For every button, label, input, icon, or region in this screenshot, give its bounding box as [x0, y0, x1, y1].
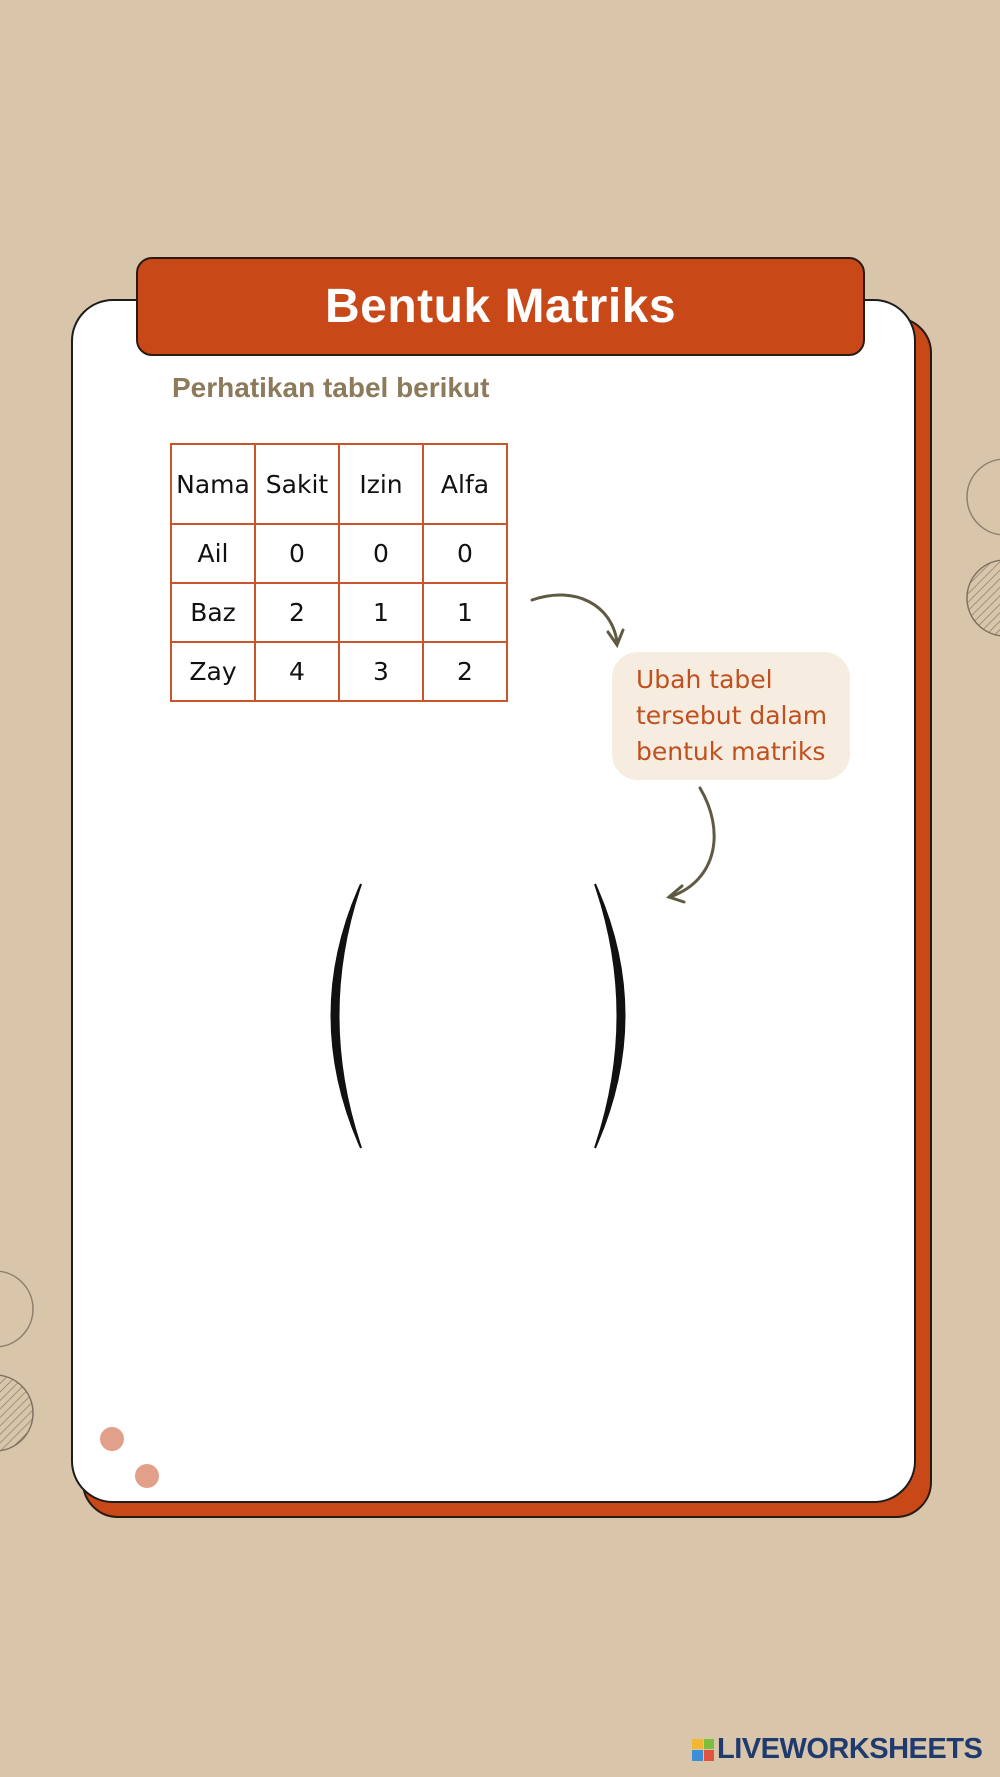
instruction-subtitle: Perhatikan tabel berikut — [172, 372, 490, 403]
matrix-bracket-left — [332, 884, 362, 1148]
table-cell: 1 — [339, 583, 423, 642]
logo-text: LIVEWORKSHEETS — [717, 1733, 983, 1765]
page-title: Bentuk Matriks — [324, 280, 677, 333]
table-cell: Zay — [171, 642, 255, 701]
callout-line: Ubah tabel — [636, 665, 773, 694]
curved-arrow-down-icon — [669, 788, 714, 902]
table-cell: Ail — [171, 524, 255, 583]
table-header-cell: Izin — [339, 444, 423, 524]
table-cell: 2 — [255, 583, 339, 642]
table-cell: 4 — [255, 642, 339, 701]
table-header-cell: Sakit — [255, 444, 339, 524]
table-cell: 1 — [423, 583, 507, 642]
decorative-dot — [100, 1427, 124, 1451]
callout-line: tersebut dalam — [636, 701, 828, 730]
table-cell: Baz — [171, 583, 255, 642]
table-cell: 0 — [339, 524, 423, 583]
table-cell: 2 — [423, 642, 507, 701]
liveworksheets-logo — [692, 1733, 982, 1766]
table-cell: 3 — [339, 642, 423, 701]
table-cell: 0 — [423, 524, 507, 583]
matrix-bracket-right[interactable] — [595, 884, 625, 1148]
table-header-cell: Nama — [171, 444, 255, 524]
curved-arrow-icon — [532, 595, 623, 645]
table-header-cell: Alfa — [423, 444, 507, 524]
logo-grid-icon — [692, 1739, 714, 1761]
table-cell: 0 — [255, 524, 339, 583]
callout-line: bentuk matriks — [636, 737, 826, 766]
decorative-dot — [135, 1464, 159, 1488]
